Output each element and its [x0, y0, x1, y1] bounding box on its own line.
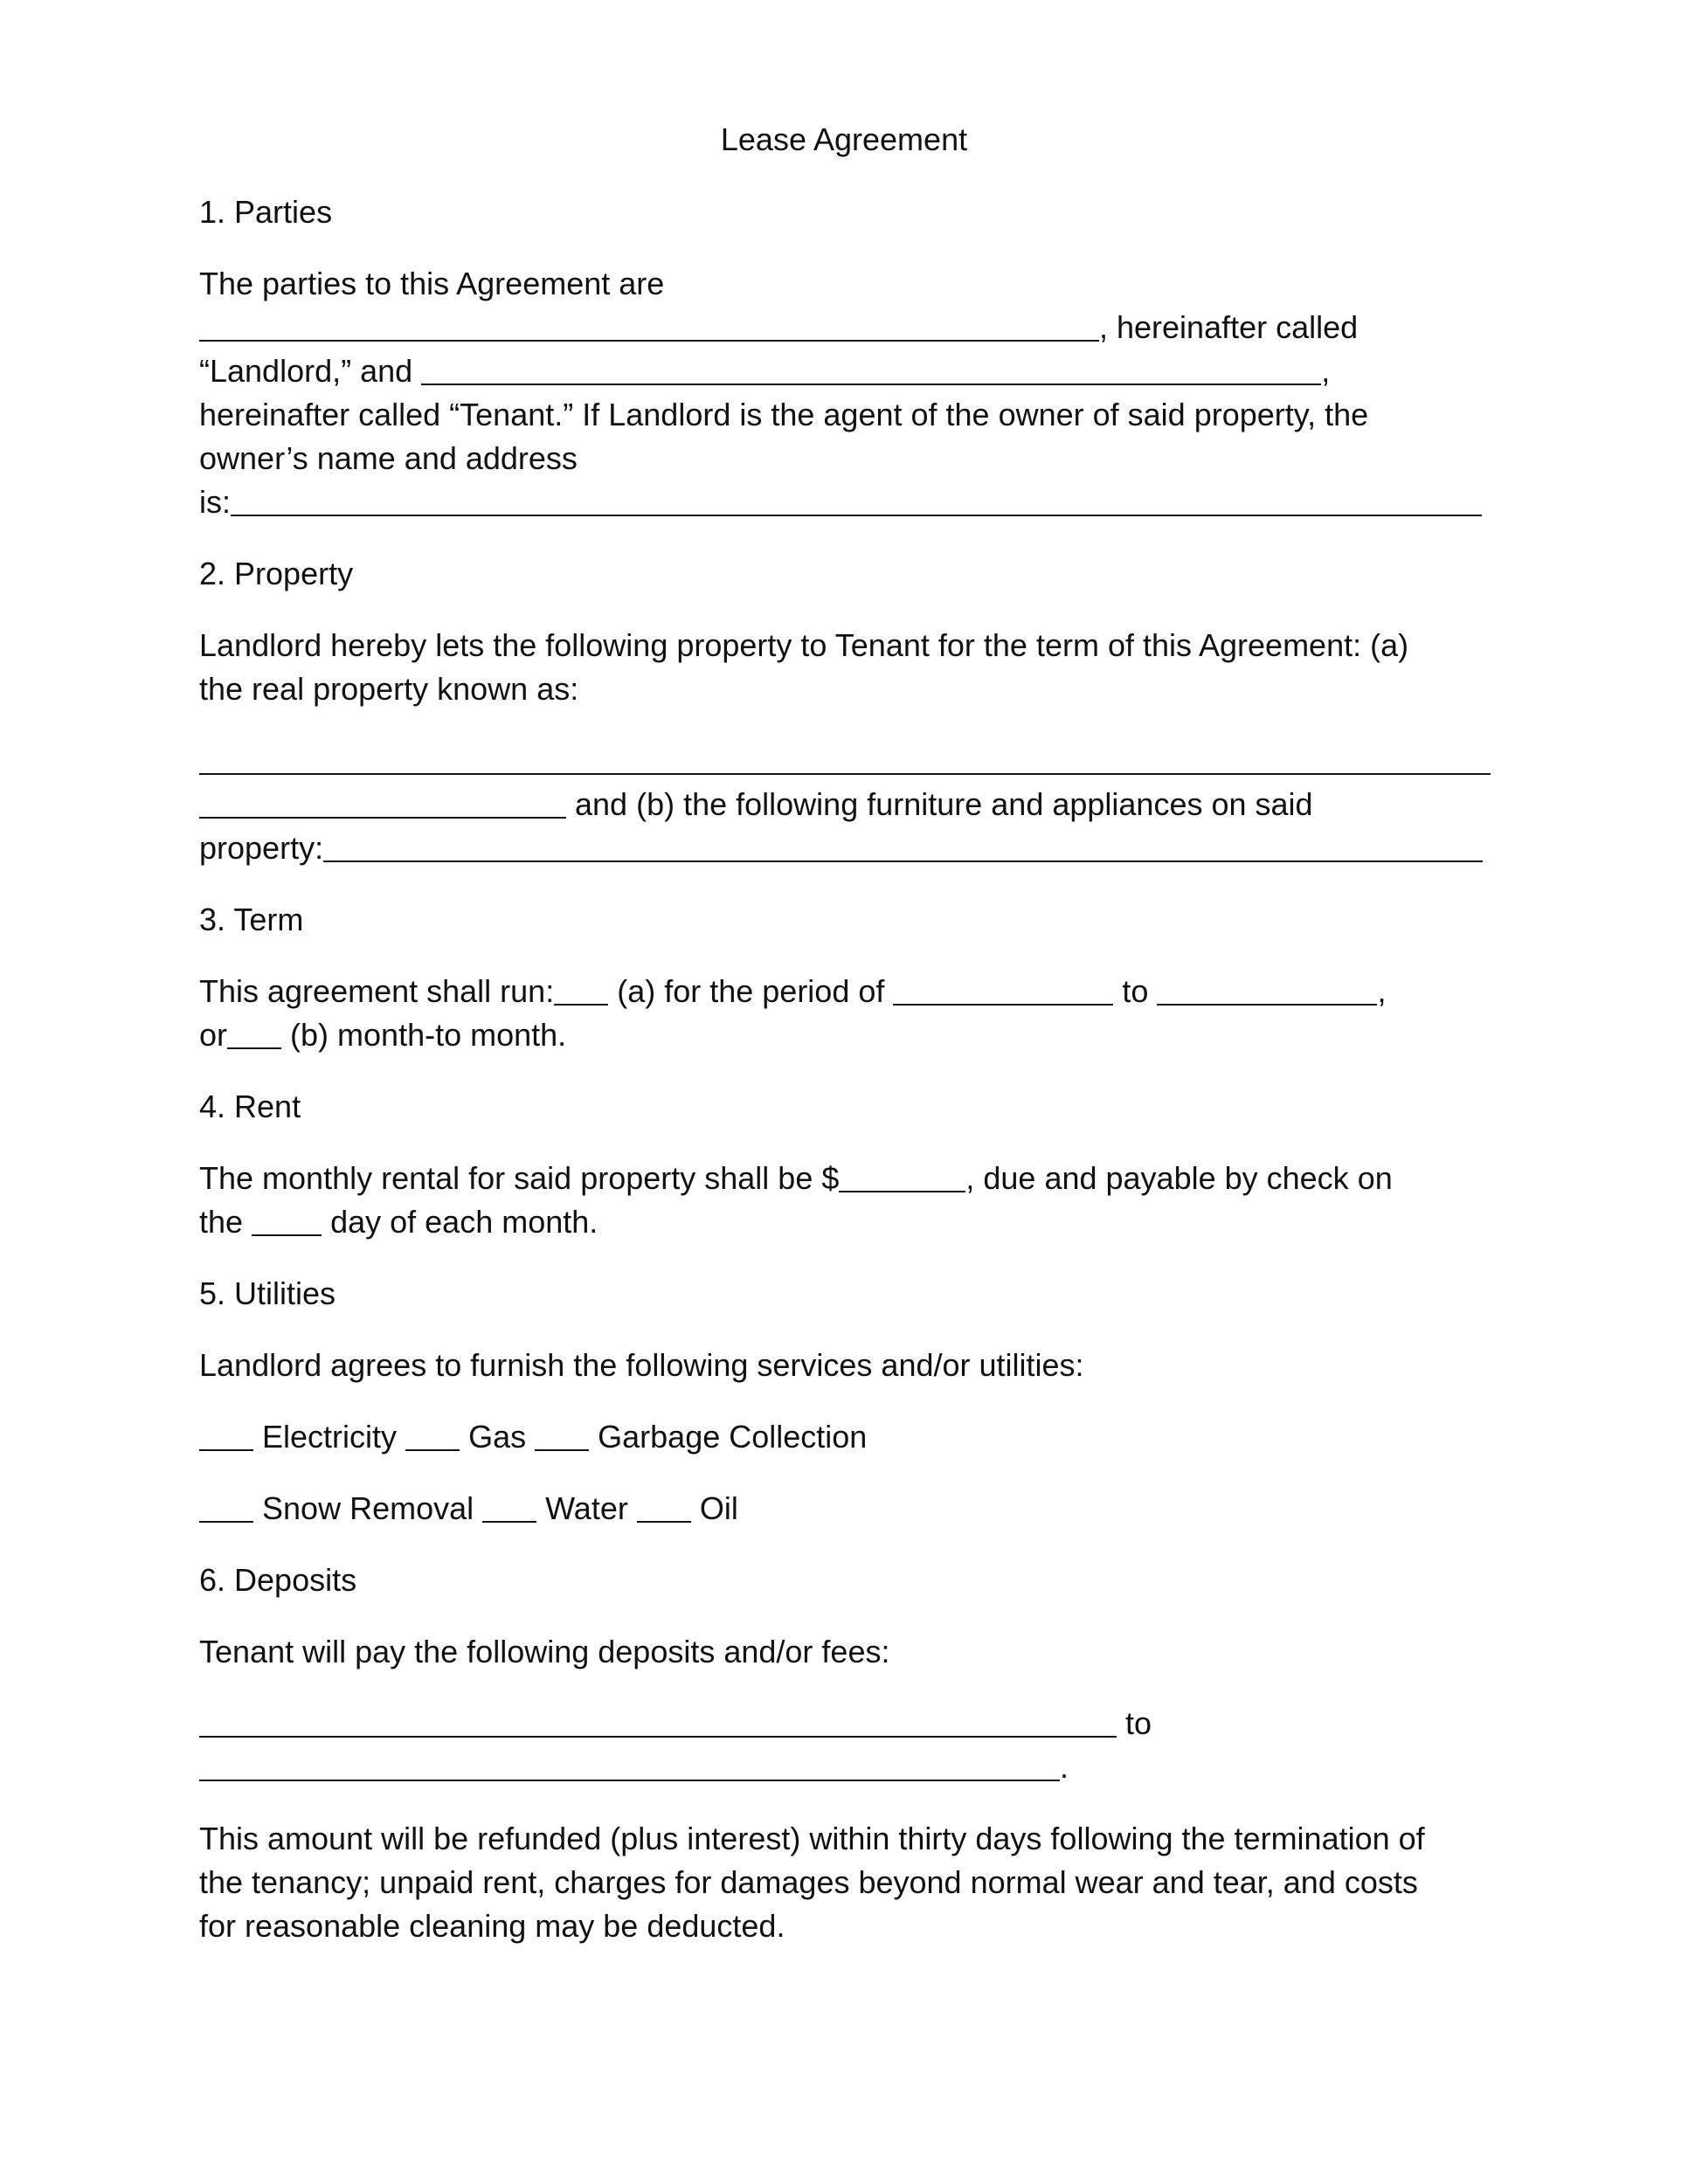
due-label: , due and payable by check on: [965, 1160, 1393, 1196]
is-label: is:: [199, 484, 231, 520]
or-label: or: [199, 1017, 228, 1053]
owner-line: owner’s name and address: [199, 440, 578, 476]
utility-electricity: Electricity: [262, 1419, 398, 1455]
landlord-label: “Landlord,” and: [199, 353, 413, 389]
furniture-field[interactable]: [323, 829, 1483, 862]
oil-check-field[interactable]: [637, 1489, 691, 1523]
term-comma: ,: [1377, 973, 1387, 1009]
refund-line-3: for reasonable cleaning may be deducted.: [199, 1908, 785, 1944]
period-option-field[interactable]: [554, 972, 608, 1006]
section-heading-utilities: 5. Utilities: [199, 1275, 336, 1311]
deposit-line-1: [199, 1702, 1152, 1745]
deposits-intro: Tenant will pay the following deposits and/or fees:: [199, 1634, 890, 1669]
period-end-field[interactable]: [1157, 972, 1377, 1006]
deposit-line-2: [199, 1745, 1069, 1789]
gas-check-field[interactable]: [405, 1418, 460, 1451]
deposit-amount-field[interactable]: [199, 1704, 1117, 1738]
period-start-field[interactable]: [893, 972, 1113, 1006]
tenant-sentence: hereinafter called “Tenant.” If Landlord is the agent of the owner of said property, the: [199, 397, 1369, 432]
furniture-text: and (b) the following furniture and appliances on said: [575, 786, 1313, 822]
water-check-field[interactable]: [482, 1489, 536, 1523]
utility-gas: Gas: [468, 1419, 527, 1455]
rent-line-1: [199, 1157, 1393, 1200]
tenant-name-field[interactable]: [421, 352, 1321, 385]
refund-line-2: the tenancy; unpaid rent, charges for damages beyond normal wear and tear, and costs: [199, 1864, 1418, 1900]
refund-line-1: This amount will be refunded (plus interest) within thirty days following the termination of: [199, 1821, 1425, 1856]
utilities-row-1: [199, 1415, 867, 1459]
term-to-label: to: [1122, 973, 1149, 1009]
owner-address-field[interactable]: [231, 483, 1482, 516]
section-heading-deposits: 6. Deposits: [199, 1562, 357, 1598]
garbage-check-field[interactable]: [535, 1418, 589, 1451]
property-label: property:: [199, 830, 324, 866]
property-line-1: Landlord hereby lets the following property to Tenant for the term of this Agreement: (a): [199, 627, 1409, 663]
rent-amount-field[interactable]: [839, 1159, 965, 1192]
deposit-purpose-field[interactable]: [199, 1748, 1060, 1781]
section-heading-term: 3. Term: [199, 902, 304, 937]
deposit-to-label: to: [1125, 1705, 1152, 1741]
document-title: Lease Agreement: [720, 121, 968, 157]
landlord-hereinafter: , hereinafter called: [1099, 309, 1359, 345]
rent-day-field[interactable]: [252, 1203, 322, 1236]
month-label: (b) month-to month.: [290, 1017, 567, 1053]
owner-is-line: [199, 480, 1482, 524]
utility-snow-removal: Snow Removal: [262, 1490, 474, 1526]
electricity-check-field[interactable]: [199, 1418, 253, 1451]
landlord-line: [199, 306, 1358, 349]
utility-garbage: Garbage Collection: [598, 1419, 868, 1455]
section-heading-property: 2. Property: [199, 556, 354, 591]
term-line-1: [199, 970, 1386, 1013]
utilities-intro: Landlord agrees to furnish the following services and/or utilities:: [199, 1347, 1084, 1383]
parties-intro: The parties to this Agreement are: [199, 266, 665, 301]
utilities-row-2: [199, 1487, 738, 1531]
rent-line-2: [199, 1200, 598, 1244]
utility-oil: Oil: [699, 1490, 738, 1526]
property-address-line: [199, 739, 1491, 783]
section-heading-rent: 4. Rent: [199, 1089, 301, 1124]
month-to-month-option-field[interactable]: [227, 1016, 281, 1049]
property-address-field-2[interactable]: [199, 785, 566, 819]
period-label: (a) for the period of: [617, 973, 885, 1009]
rent-label: The monthly rental for said property shall be $: [199, 1160, 840, 1196]
section-heading-parties: 1. Parties: [199, 194, 333, 230]
utility-water: Water: [545, 1490, 628, 1526]
property-line-2: the real property known as:: [199, 671, 579, 707]
deposit-period: .: [1060, 1749, 1069, 1785]
run-label: This agreement shall run:: [199, 973, 555, 1009]
property-address-field[interactable]: [199, 742, 1491, 775]
term-line-2: [199, 1013, 566, 1057]
property-furniture-line: [199, 826, 1483, 870]
day-label: day of each month.: [330, 1204, 598, 1240]
tenant-comma: ,: [1321, 353, 1331, 389]
the-label: the: [199, 1204, 244, 1240]
landlord-name-field[interactable]: [199, 308, 1099, 342]
tenant-line: [199, 349, 1330, 393]
snow-removal-check-field[interactable]: [199, 1489, 253, 1523]
furniture-line: [199, 783, 1313, 826]
